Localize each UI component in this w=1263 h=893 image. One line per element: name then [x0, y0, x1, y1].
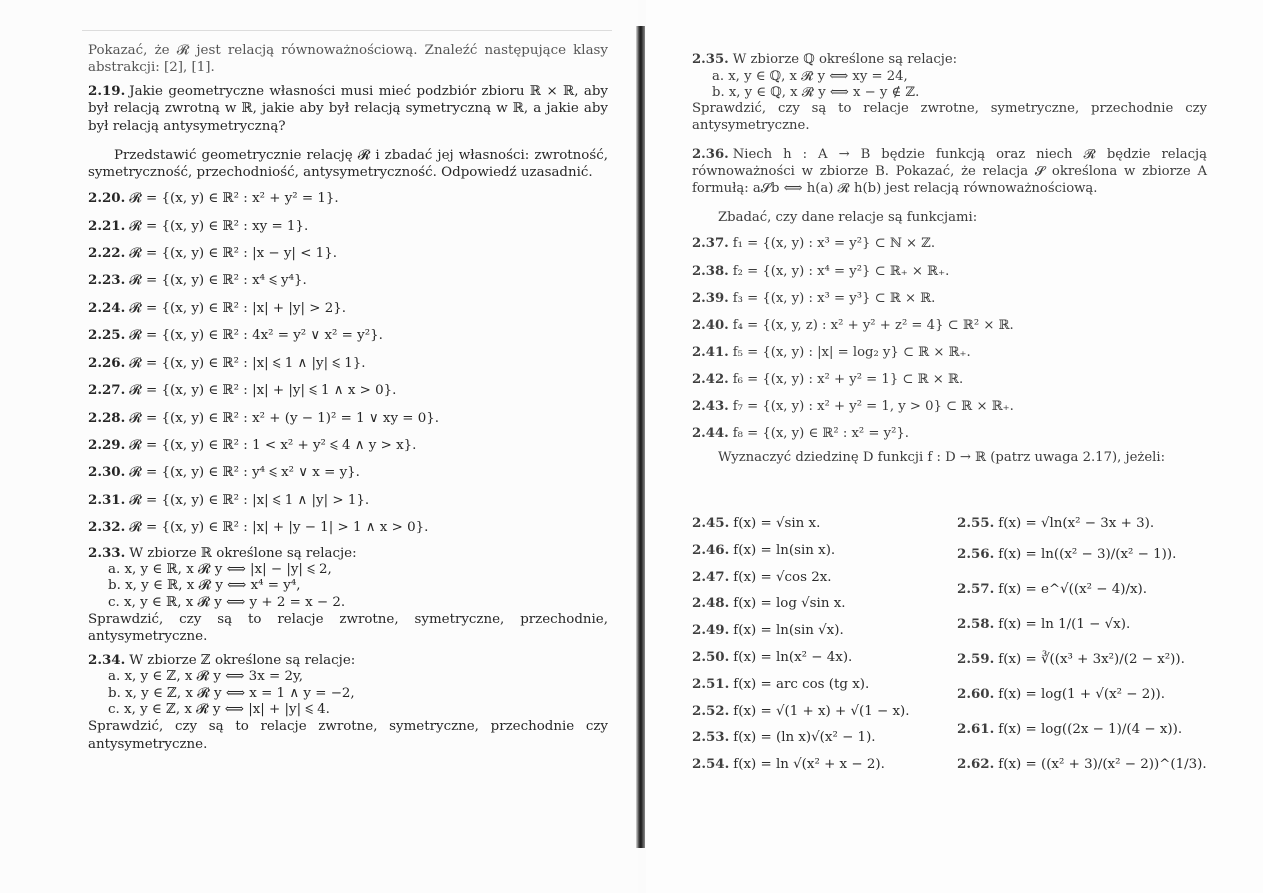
exercise-number: 2.54.: [692, 756, 730, 773]
exercise-text: f(x) = log √sin x.: [733, 596, 846, 612]
relation-b: b. x, y ∈ ℝ, x 𝓡 y ⟺ x⁴ = y⁴,: [108, 578, 301, 594]
exercise-item: [957, 510, 1212, 537]
exercise-item: [692, 315, 1207, 336]
exercise-item: [692, 261, 1207, 282]
exercise-item: [88, 490, 608, 511]
exercise-item: [692, 369, 1207, 390]
exercise-text: f(x) = √(1 + x) + √(1 − x).: [733, 703, 910, 719]
exercise-item: [88, 462, 608, 483]
exercise-text: f₁ = {(x, y) : x³ = y²} ⊂ ℕ × ℤ.: [732, 236, 936, 252]
exercise-number: 2.61.: [957, 721, 995, 737]
exercise-item: [88, 380, 608, 401]
exercise-item: [88, 517, 608, 538]
exercise-item: [692, 751, 952, 778]
exercise-text: f₇ = {(x, y) : x² + y² = 1, y > 0} ⊂ ℝ × ℝ₊.: [732, 399, 1014, 415]
exercise-text: f(x) = ln((x² − 3)/(x² − 1)).: [998, 547, 1177, 562]
section-instruction: Przedstawić geometrycznie relację 𝓡 i zbadać jej własności: zwrotność, symetryczność, przechodniość, antysymetryczność. Odpowiedź uzasadnić.: [88, 147, 608, 180]
exercise-text: 𝓡 = {(x, y) ∈ ℝ² : |x| + |y| > 2}.: [129, 300, 346, 316]
exercise-item: [88, 243, 608, 264]
exercise-2-36: [692, 147, 1207, 198]
exercise-number: 2.57.: [957, 581, 995, 597]
exercise-number: 2.49.: [692, 622, 730, 639]
exercise-number: 2.55.: [957, 515, 995, 531]
left-page-content: [88, 42, 608, 753]
exercise-text: f(x) = log(1 + √(x² − 2)).: [998, 687, 1165, 702]
exercise-text: 𝓡 = {(x, y) ∈ ℝ² : 4x² = y² ∨ x² = y²}.: [129, 328, 383, 344]
exercise-text: f₃ = {(x, y) : x³ = y³} ⊂ ℝ × ℝ.: [732, 290, 936, 306]
right-page-content: [692, 52, 1207, 467]
exercise-text: f(x) = √cos 2x.: [733, 569, 832, 585]
exercise-number: 2.31.: [88, 491, 126, 508]
domain-exercises-grid: [692, 510, 1212, 810]
exercise-number: 2.25.: [88, 327, 126, 344]
exercise-number: 2.51.: [692, 675, 730, 692]
exercise-text: f₈ = {(x, y) ∈ ℝ² : x² = y²}.: [732, 426, 909, 442]
exercise-text: f(x) = √sin x.: [733, 516, 821, 531]
exercise-number: 2.45.: [692, 515, 730, 531]
exercise-number: 2.47.: [692, 568, 730, 585]
exercise-number: 2.24.: [88, 299, 126, 316]
book-gutter-shadow: [636, 26, 645, 848]
exercise-text: 𝓡 = {(x, y) ∈ ℝ² : |x| ⩽ 1 ∧ |y| > 1}.: [129, 492, 370, 508]
exercise-item: [692, 590, 952, 617]
exercise-text: f₄ = {(x, y, z) : x² + y² + z² = 4} ⊂ ℝ² × ℝ.: [732, 317, 1014, 333]
exercise-number: 2.36.: [692, 146, 729, 162]
exercise-text: f(x) = ln(x² − 4x).: [733, 649, 853, 665]
relation-a: a. x, y ∈ ℤ, x 𝓡 y ⟺ 3x = 2y,: [108, 669, 304, 685]
exercise-text: Niech h : A → B będzie funkcją oraz niech 𝓡 będzie relacją równoważności w zbiorze B. Pokazać, że relacja 𝓢 określona w zbiorze A formułą: a𝓢b ⟺ h(a) 𝓡 h(b) jest relacją równoważnościową.: [692, 146, 1207, 196]
exercise-text: f₆ = {(x, y) : x² + y² = 1} ⊂ ℝ × ℝ.: [732, 372, 964, 388]
exercise-number: 2.22.: [88, 244, 126, 261]
exercise-text: W zbiorze ℝ określone są relacje:: [129, 545, 357, 561]
exercise-number: 2.28.: [88, 409, 126, 426]
exercise-number: 2.50.: [692, 648, 730, 665]
intro-text: Pokazać, że 𝓡 jest relacją równoważnościową. Znaleźć następujące klasy abstrakcji: [2], [1].: [88, 43, 608, 76]
exercise-number: 2.26.: [88, 354, 126, 371]
exercise-item: [692, 396, 1207, 417]
exercise-item: [692, 342, 1207, 363]
exercise-number: 2.41.: [692, 344, 729, 360]
exercise-text: 𝓡 = {(x, y) ∈ ℝ² : |x| + |y| ⩽ 1 ∧ x > 0}.: [129, 383, 397, 399]
exercise-number: 2.38.: [692, 263, 729, 279]
exercise-text: f(x) = ln 1/(1 − √x).: [998, 617, 1131, 632]
exercise-number: 2.42.: [692, 372, 729, 388]
exercise-number: 2.20.: [88, 190, 126, 207]
exercise-number: 2.62.: [957, 756, 995, 772]
function-list: [692, 233, 1207, 444]
exercise-text: f₅ = {(x, y) : |x| = log₂ y} ⊂ ℝ × ℝ₊.: [732, 344, 971, 360]
exercise-heading: [88, 545, 608, 562]
exercise-item: [957, 747, 1212, 782]
exercise-text: f(x) = (ln x)√(x² − 1).: [733, 730, 876, 746]
exercise-number: 2.58.: [957, 616, 995, 632]
exercise-item: [692, 233, 1207, 254]
exercise-item: [88, 188, 608, 209]
exercise-text: f(x) = ln(sin √x).: [733, 623, 844, 639]
exercise-text: f(x) = ln √(x² + x − 2).: [733, 757, 885, 773]
exercise-number: 2.44.: [692, 426, 729, 442]
exercise-item: [957, 607, 1212, 642]
exercise-text: 𝓡 = {(x, y) ∈ ℝ² : x² + y² = 1}.: [129, 191, 339, 207]
exercise-2-35: [692, 52, 1207, 135]
exercise-text: f(x) = arc cos (tg x).: [733, 676, 870, 692]
exercise-item: [692, 510, 952, 537]
exercise-text: 𝓡 = {(x, y) ∈ ℝ² : |x| ⩽ 1 ∧ |y| ⩽ 1}.: [129, 355, 366, 371]
exercise-question: Sprawdzić, czy są to relacje zwrotne, symetryczne, przechodnie, antysymetryczne.: [88, 611, 608, 645]
exercise-item: [88, 270, 608, 291]
exercise-text: 𝓡 = {(x, y) ∈ ℝ² : x⁴ ⩽ y⁴}.: [129, 273, 307, 289]
relation-c: c. x, y ∈ ℝ, x 𝓡 y ⟺ y + 2 = x − 2.: [108, 594, 346, 610]
exercise-item: [88, 435, 608, 456]
exercise-item: [957, 537, 1212, 572]
exercise-number: 2.48.: [692, 595, 730, 612]
exercise-text: f₂ = {(x, y) : x⁴ = y²} ⊂ ℝ₊ × ℝ₊.: [732, 263, 950, 279]
exercise-number: 2.46.: [692, 541, 730, 558]
exercise-text: f(x) = √ln(x² − 3x + 3).: [998, 516, 1155, 531]
exercise-text: Jakie geometryczne własności musi mieć podzbiór zbioru ℝ × ℝ, aby był relacją zwrotną w ℝ, jakie aby był relacją symetryczną w ℝ, a jakie aby był relacją antysymetryczną?: [88, 84, 608, 134]
exercise-text: f(x) = log((2x − 1)/(4 − x)).: [998, 722, 1183, 737]
exercise-item: [88, 408, 608, 429]
exercise-text: 𝓡 = {(x, y) ∈ ℝ² : y⁴ ⩽ x² ∨ x = y}.: [129, 465, 360, 481]
exercise-number: 2.60.: [957, 686, 995, 702]
exercise-number: 2.29.: [88, 437, 126, 454]
exercise-item: [692, 671, 952, 698]
exercise-number: 2.23.: [88, 272, 126, 289]
exercise-text: 𝓡 = {(x, y) ∈ ℝ² : xy = 1}.: [129, 218, 309, 234]
exercise-item: [957, 712, 1212, 747]
exercise-number: 2.37.: [692, 236, 729, 252]
section-instruction: Zbadać, czy dane relacje są funkcjami:: [718, 209, 978, 225]
exercise-number: 2.27.: [88, 382, 126, 399]
exercise-item: [88, 216, 608, 237]
exercise-number: 2.56.: [957, 546, 995, 562]
exercise-heading: [88, 652, 608, 669]
exercise-2-19: [88, 83, 608, 134]
exercise-number: 2.53.: [692, 729, 730, 746]
exercise-item: [692, 564, 952, 591]
exercise-text: 𝓡 = {(x, y) ∈ ℝ² : 1 < x² + y² ⩽ 4 ∧ y > x}.: [129, 438, 417, 454]
section-instruction: Wyznaczyć dziedzinę D funkcji f : D → ℝ (patrz uwaga 2.17), jeżeli:: [718, 450, 1166, 466]
exercise-number: 2.35.: [692, 52, 729, 67]
exercise-number: 2.40.: [692, 317, 729, 333]
exercise-number: 2.59.: [957, 651, 995, 667]
exercise-number: 2.30.: [88, 464, 126, 481]
domain-column-right: [957, 510, 1212, 782]
relation-c: c. x, y ∈ ℤ, x 𝓡 y ⟺ |x| + |y| ⩽ 4.: [108, 702, 330, 718]
exercise-heading: [692, 52, 1207, 69]
exercise-number: 2.43.: [692, 399, 729, 415]
exercise-number: 2.32.: [88, 519, 126, 536]
right-page: [646, 0, 1263, 893]
exercise-item: [692, 537, 952, 564]
exercise-text: 𝓡 = {(x, y) ∈ ℝ² : |x − y| < 1}.: [129, 245, 337, 261]
exercise-item: [88, 353, 608, 374]
exercise-item: [88, 325, 608, 346]
exercise-item: [692, 724, 952, 751]
exercise-number: 2.21.: [88, 217, 126, 234]
relation-b: b. x, y ∈ ℚ, x 𝓡 y ⟺ x − y ∉ ℤ.: [712, 84, 920, 100]
relation-list: [88, 188, 608, 539]
exercise-text: 𝓡 = {(x, y) ∈ ℝ² : |x| + |y − 1| > 1 ∧ x > 0}.: [129, 520, 429, 536]
relation-a: a. x, y ∈ ℚ, x 𝓡 y ⟺ xy = 24,: [712, 68, 908, 84]
domain-column-left: [692, 510, 952, 778]
exercise-text: W zbiorze ℚ określone są relacje:: [732, 52, 958, 67]
exercise-item: [88, 298, 608, 319]
exercise-item: [692, 617, 952, 644]
exercise-number: 2.34.: [88, 652, 126, 669]
exercise-item: [692, 423, 1207, 444]
exercise-question: Sprawdzić, czy są to relacje zwrotne, symetryczne, przechodnie czy antysymetryczne.: [692, 101, 1207, 133]
exercise-2-33: [88, 545, 608, 646]
exercise-text: 𝓡 = {(x, y) ∈ ℝ² : x² + (y − 1)² = 1 ∨ xy = 0}.: [129, 410, 440, 426]
relation-a: a. x, y ∈ ℝ, x 𝓡 y ⟺ |x| − |y| ⩽ 2,: [108, 561, 332, 577]
page-top-rule: [82, 30, 612, 31]
exercise-item: [692, 288, 1207, 309]
exercise-question: Sprawdzić, czy są to relacje zwrotne, symetryczne, przechodnie czy antysymetryczne.: [88, 719, 608, 752]
exercise-text: f(x) = ((x² + 3)/(x² − 2))^(1/3).: [998, 757, 1207, 772]
exercise-number: 2.52.: [692, 702, 730, 719]
exercise-number: 2.39.: [692, 290, 729, 306]
exercise-text: f(x) = ∛((x³ + 3x²)/(2 − x²)).: [998, 652, 1185, 667]
exercise-number: 2.33.: [88, 544, 126, 561]
exercise-2-34: [88, 652, 608, 753]
exercise-item: [957, 677, 1212, 712]
relation-b: b. x, y ∈ ℤ, x 𝓡 y ⟺ x = 1 ∧ y = −2,: [108, 685, 355, 701]
exercise-text: f(x) = e^√((x² − 4)/x).: [998, 582, 1148, 597]
exercise-text: f(x) = ln(sin x).: [733, 542, 836, 558]
exercise-item: [957, 642, 1212, 677]
exercise-item: [692, 644, 952, 671]
exercise-text: W zbiorze ℤ określone są relacje:: [129, 653, 356, 669]
exercise-item: [957, 572, 1212, 607]
exercise-number: 2.19.: [88, 83, 126, 100]
exercise-item: [692, 698, 952, 725]
